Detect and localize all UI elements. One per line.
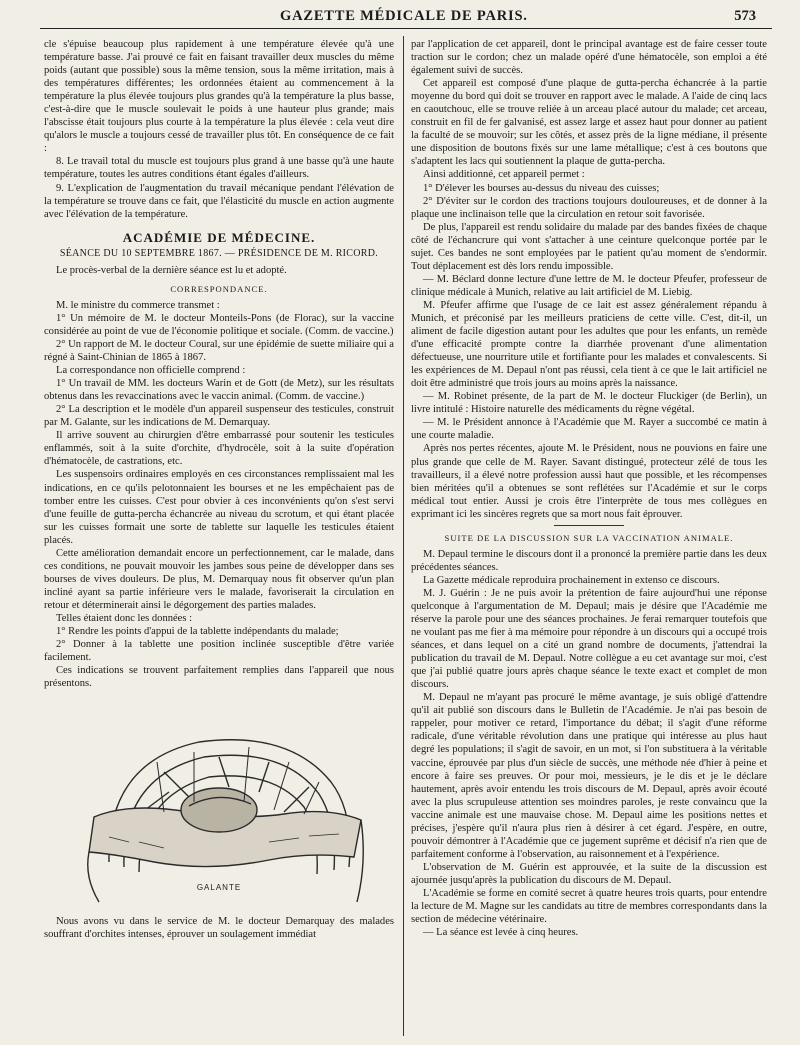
seance-heading: SÉANCE DU 10 SEPTEMBRE 1867. — PRÉSIDENCE DE M. RICORD. (59, 247, 379, 259)
paragraph: Ainsi additionné, cet appareil permet : (423, 169, 585, 181)
paragraph: Cette amélioration demandait encore un perfectionnement, car le malade, dans ces conditions, ne pouvait mouvoir les jambes sous peine de développer dans ses bourses de vives douleurs. De plus, M. Demarquay nous fit observer qu'un plan incliné ayant sa partie inférieure vers le malade, favoriserait la circulation en retour et déterminerait ainsi le dégorgement des parties malades. (44, 547, 394, 611)
paragraph: Cet appareil est composé d'une plaque de gutta-percha échancrée à la partie moyenne du bord qui doit se trouver en rapport avec le malade. A l'aide de cinq lacs en caoutchouc, elle se trouve reliée à un arceau placé autour du malade; cet arceau, construit en fil de fer galvanisé, est assez large et assez haut pour donner au patient la faculté de se mouvoir; sur les côtés, et assez près de la ligne médiane, il présente une disposition de boutons fixés sur une lame métallique; c'est à ces boutons que s'adaptent les lacs qui soutiennent la plaque de gutta-percha. (411, 78, 767, 168)
paragraph: L'observation de M. Guérin est approuvée, et la suite de la discussion est ajournée jusqu'après la publication du discours de M. Depaul. (411, 861, 767, 886)
subsection-heading: SUITE DE LA DISCUSSION SUR LA VACCINATION ANIMALE. (444, 532, 734, 543)
paragraph: Les suspensoirs ordinaires employés en ces circonstances remplissaient mal les indications, en ce qu'ils pelotonnaient les bourses et ne les empêchaient pas de tomber entre les cuisses. C'est pour obvier à ces inconvénients qu'on s'est servi d'une feuille de gutta-percha échancrée au niveau du scrotum, et qui étant placée sur les cuisses formait une sorte de tablette sur laquelle les testicules étaient placés. (44, 469, 394, 546)
paragraph: cle s'épuise beaucoup plus rapidement à une température élevée qu'à une température basse. J'ai prouvé ce fait en faisant travailler deux muscles du même poids (autant que possible) sous la même tension, sous la même irritation, mais à des températures différentes; les ordonnées étaient au commencement à la température la plus élevée toujours plus grandes qu'à la température la plus basse, c'est-à-dire que le muscle soulevait le poids à une hauteur plus grande; mais l'abscisse était toujours plus courte à la température la plus élevée : cela veut dire qu'alors le muscle a toujours cessé de travailler plus tôt. En conséquence de ce fait : (44, 39, 394, 155)
page-number: 573 (734, 8, 756, 24)
subsection-heading: CORRESPONDANCE. (170, 283, 268, 294)
paragraph: 8. Le travail total du muscle est toujours plus grand à une basse qu'à une haute température, toutes les autres conditions étant égales d'ailleurs. (44, 156, 394, 181)
paragraph: 1° D'élever les bourses au-dessus du niveau des cuisses; (423, 182, 660, 194)
paragraph: La correspondance non officielle comprend : (56, 365, 246, 377)
page-title: GAZETTE MÉDICALE DE PARIS. (280, 8, 528, 24)
left-column (44, 38, 394, 941)
paragraph: par l'application de cet appareil, dont le principal avantage est de faire cesser toute traction sur le cordon; chez un malade opéré d'une hématocèle, son emploi a été également suivi de succès. (411, 39, 767, 77)
header-rule (40, 28, 772, 29)
paragraph: Il arrive souvent au chirurgien d'être embarrassé pour soutenir les testicules enflammés, soit à la suite d'orchite, d'hydrocèle, soit à la suite d'opération d'hématocèle, de castrations, etc. (44, 430, 394, 468)
paragraph: 1° Un mémoire de M. le docteur Monteils-Pons (de Florac), sur la vaccine considérée au point de vue de l'économie politique et sociale. (Comm. de vaccine.) (44, 312, 394, 337)
paragraph: Le procès-verbal de la dernière séance est lu et adopté. (56, 264, 287, 276)
paragraph: M. le ministre du commerce transmet : (56, 299, 220, 311)
paragraph: M. Depaul ne m'ayant pas procuré le même avantage, je suis obligé d'attendre qu'il ait publié son discours dans le Bulletin de l'Académie. Je n'ai pas besoin de rappeler, pour motiver ce retard, l'importance du débat; il s'agit d'une réforme radicale, d'une véritable révolution dans une pratique qui intéresse au plus haut degré les populations; il s'agit de savoir, en un mot, si l'on substituera à la véritable vaccine, éprouvée par plus d'un siècle de succès, une méthode née d'hier à peine et encore à faire ses preuves. Or pour moi, messieurs, je le dis et je le déclare hautement, après avoir entendu les trois discours de M. Depaul, après avoir écouté avec la plus scrupuleuse attention ses moindres paroles, je reste convaincu que la vaccine animale est une mauvaise chose. M. Depaul aime les positions nettes et précises, j'espère qu'il n'aura plus rien à désirer à cet égard. J'espère, en outre, pouvoir démontrer à l'Académie que ce jugement suprême et décisif n'a rien que de parfaitement conforme à l'observation, au raisonnement et à l'expérience. (411, 692, 767, 860)
paragraph: Après nos pertes récentes, ajoute M. le Président, nous ne pouvions en faire une plus grande que celle de M. Rayer. Savant distingué, protecteur zélé de tous les travailleurs, il a élevé notre profession aussi haut que possible, et les récompenses bien méritées qu'il a obtenues se sont reflétées sur l'Académie et sur le corps médical tout entier. Aussi je crois être l'interprète de tous mes collègues en exprimant ici les sincères regrets que sa mort nous fait éprouver. (411, 443, 767, 520)
paragraph: Telles étaient donc les données : (56, 612, 193, 624)
section-title: ACADÉMIE DE MÉDECINE. (122, 229, 316, 245)
paragraph: La Gazette médicale reproduira prochainement in extenso ce discours. (423, 574, 720, 586)
paragraph: M. J. Guérin : Je ne puis avoir la prétention de faire aujourd'hui une réponse quelconque à l'argumentation de M. Depaul; mais je désire que l'Académie me réserve la parole pour une des séances prochaines. Je ferai remarquer toutefois que ne voulant pas me fier à ma mémoire pour répondre à un discours qui a occupé trois séances, et dans lequel on a cité un grand nombre de documents, j'attendrai la publication du travail de M. Depaul. Notre collègue a eu cet avantage sur moi, c'est que j'ai publié quatre jours après chaque séance le texte exact et complet de mon discours. (411, 587, 767, 691)
paragraph: M. Depaul termine le discours dont il a prononcé la première partie dans les deux précédentes séances. (411, 548, 767, 573)
page-header (0, 6, 800, 28)
figure-label: GALANTE (196, 883, 242, 893)
paragraph: — M. Robinet présente, de la part de M. le docteur Fluckiger (de Berlin), un livre intitulé : Histoire naturelle des médicaments du règne végétal. (411, 391, 767, 416)
paragraph: M. Pfeufer affirme que l'usage de ce lait est assez généralement répandu à Munich, et préconisé par les meilleurs praticiens de cette ville. C'est, dit-il, un aliment de facile digestion autant pour les adultes que pour les enfants, un remède d'une efficacité prompte contre la diarrhée provenant d'une alimentation défectueuse, une nourriture utile et fortifiante pour les malades et convalescents. Si les expériences de M. Depaul n'ont pas réussi, cela tient à ce que le lait artificiel ne doit être administré que trois jours au moins après la naissance. (411, 299, 767, 390)
paragraph: Ces indications se trouvent parfaitement remplies dans l'appareil que nous présentons. (44, 665, 394, 690)
separator-rule (554, 525, 624, 526)
apparatus-illustration (69, 702, 369, 907)
column-divider (403, 36, 404, 1036)
paragraph: 1° Rendre les points d'appui de la tablette indépendants du malade; (56, 626, 339, 638)
paragraph: Nous avons vu dans le service de M. le docteur Demarquay des malades souffrant d'orchites intenses, éprouver un soulagement immédiat (44, 916, 394, 941)
paragraph: 9. L'explication de l'augmentation du travail mécanique pendant l'élévation de la température se trouve dans ce fait, que l'élasticité du muscle en action augmente avec l'élévation de la température. (44, 182, 394, 220)
right-column (411, 38, 767, 939)
paragraph: 2° Donner à la tablette une position inclinée susceptible d'être variée facilement. (44, 639, 394, 664)
paragraph: 1° Un travail de MM. les docteurs Warin et de Gott (de Metz), sur les résultats obtenus dans les revaccinations avec le vaccin animal. (Comm. de vaccine.) (44, 378, 394, 403)
suspensory-apparatus-drawing (69, 702, 369, 907)
paragraph: 2° D'éviter sur le cordon des tractions toujours douloureuses, et de donner à la plaque une inclinaison telle que la circulation en retour soit favorisée. (411, 195, 767, 220)
paragraph: L'Académie se forme en comité secret à quatre heures trois quarts, pour entendre la lecture de M. Magne sur les candidats au titre de membres correspondants dans la section de médecine vétérinaire. (411, 888, 767, 926)
paragraph: De plus, l'appareil est rendu solidaire du malade par des bandes fixées de chaque côté de l'échancrure qui vont s'attacher à une ceinture quelconque portée par le sujet. Ces bandes ne sont employées par le patient qu'au moment de s'endormir. Tout déplacement est dès lors rendu impossible. (411, 221, 767, 272)
paragraph: 2° Un rapport de M. le docteur Coural, sur une épidémie de suette miliaire qui a régné à Saint-Chinian de 1865 à 1867. (44, 338, 394, 364)
paragraph: — M. Béclard donne lecture d'une lettre de M. le docteur Pfeufer, professeur de clinique médicale à Munich, relative au lait artificiel de M. Liebig. (411, 273, 767, 298)
paragraph: — M. le Président annonce à l'Académie que M. Rayer a succombé ce matin à une courte maladie. (411, 417, 767, 442)
paragraph: 2° La description et le modèle d'un appareil suspenseur des testicules, construit par M. Galante, sur les indications de M. Demarquay. (44, 404, 394, 429)
paragraph: — La séance est levée à cinq heures. (423, 927, 579, 939)
